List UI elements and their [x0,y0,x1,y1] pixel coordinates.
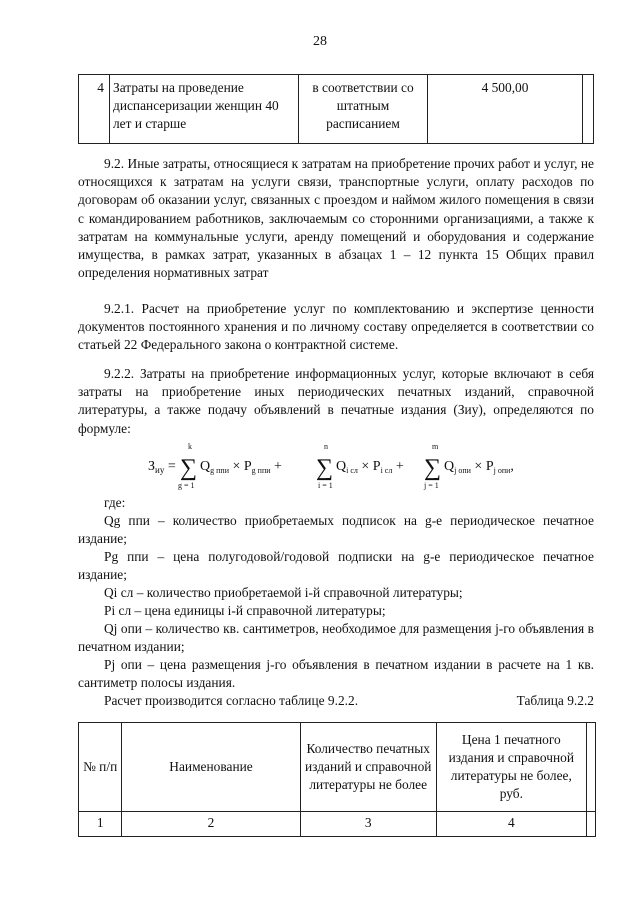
formula-limit: n [324,442,328,451]
empty-cell [583,75,594,144]
column-number-1: 1 [79,812,122,837]
table-row [79,812,596,837]
column-number-2: 2 [122,812,300,837]
formula-limit: g = 1 [178,481,195,490]
sum-icon: ∑ [424,455,442,481]
cost-amount: 4 500,00 [428,75,583,144]
header-quantity: Количество печатных изданий и справочной литературы не более [300,723,436,812]
formula-lhs: $З_{иу}$ = [148,459,176,475]
definition-p-opi: Pj опи – цена размещения j-го объявления в печатном издании в расчете на 1 кв. сантиметр полосы издания. [78,657,594,691]
cost-name: Затраты на проведение диспансеризации женщин 40 лет и старше [110,75,299,144]
formula-limit: i = 1 [318,481,333,490]
formula-limit: k [188,442,192,451]
definition-p-ppi: Pg ппи – цена полугодовой/годовой подписки на g-е периодическое печатное издание; [78,549,594,583]
table-9-2-2 [78,722,596,837]
sum-icon: ∑ [180,455,198,481]
empty-cell [586,723,595,812]
definition-q-opi: Qj опи – количество кв. сантиметров, необходимое для размещения j-го объявления в печатном издании; [78,621,594,655]
empty-cell [586,812,595,837]
formula-svg [148,440,568,490]
definition-q-ppi: Qg ппи – количество приобретаемых подписок на g-е периодическое печатное издание; [78,513,594,547]
formula-term: $Q_{i сл} \times P_{i сл}$ + [336,459,404,475]
paragraph-9-2: 9.2. Иные затраты, относящиеся к затратам на приобретение прочих работ и услуг, не относящихся к затратам на услуги связи, транспортные услуги, оплату расходов по договорам об оказании услуг, связанных с проездом и наймом жилого помещения в связи с командированием работников, заключаемым со сторонними организациями, а также к затратам на коммунальные услуги, аренду помещений и оборудования и содержание имущества, в рамках затрат, указанных в абзацах 1 – 12 пункта 15 Общих правил определения нормативных затрат [78,156,594,281]
definition-p-sl: Pi сл – цена единицы i-й справочной литературы; [104,603,386,618]
paragraph-9-2-2: 9.2.2. Затраты на приобретение информационных услуг, которые включают в себя затраты на приобретение иных периодических печатных изданий, справочной литературы, а также подачу объявлений в печатные издания (Зиу), определяются по формуле: [78,366,594,436]
table-row [79,75,594,144]
calculation-note: Расчет производится согласно таблице 9.2.2. [104,693,359,708]
column-number-4: 4 [436,812,586,837]
formula-term: $Q_{g ппи} \times P_{g ппи}$ + [200,459,282,475]
column-number-3: 3 [300,812,436,837]
formula [148,440,568,490]
top-table [78,74,594,144]
formula-term: $Q_{j опи} \times P_{j опи}$, [444,459,514,475]
sum-icon: ∑ [316,455,334,481]
definition-q-sl: Qi сл – количество приобретаемой i-й справочной литературы; [104,585,463,600]
table-header-row [79,723,596,812]
header-price: Цена 1 печатного издания и справочной литературы не более, руб. [436,723,586,812]
formula-limit: m [432,442,439,451]
cost-basis: в соответствии со штатным расписанием [299,75,428,144]
row-number: 4 [79,75,110,144]
header-name: Наименование [122,723,300,812]
where-label: где: [104,495,126,510]
paragraph-9-2-1: 9.2.1. Расчет на приобретение услуг по комплектованию и экспертизе ценности документов постоянного хранения и по личному составу определяется в соответствии со статьей 22 Федерального закона о контрактной системе. [78,301,594,353]
formula-limit: j = 1 [424,481,439,490]
page-number: 28 [313,34,327,49]
header-number: № п/п [79,723,122,812]
table-caption: Таблица 9.2.2 [516,693,594,708]
